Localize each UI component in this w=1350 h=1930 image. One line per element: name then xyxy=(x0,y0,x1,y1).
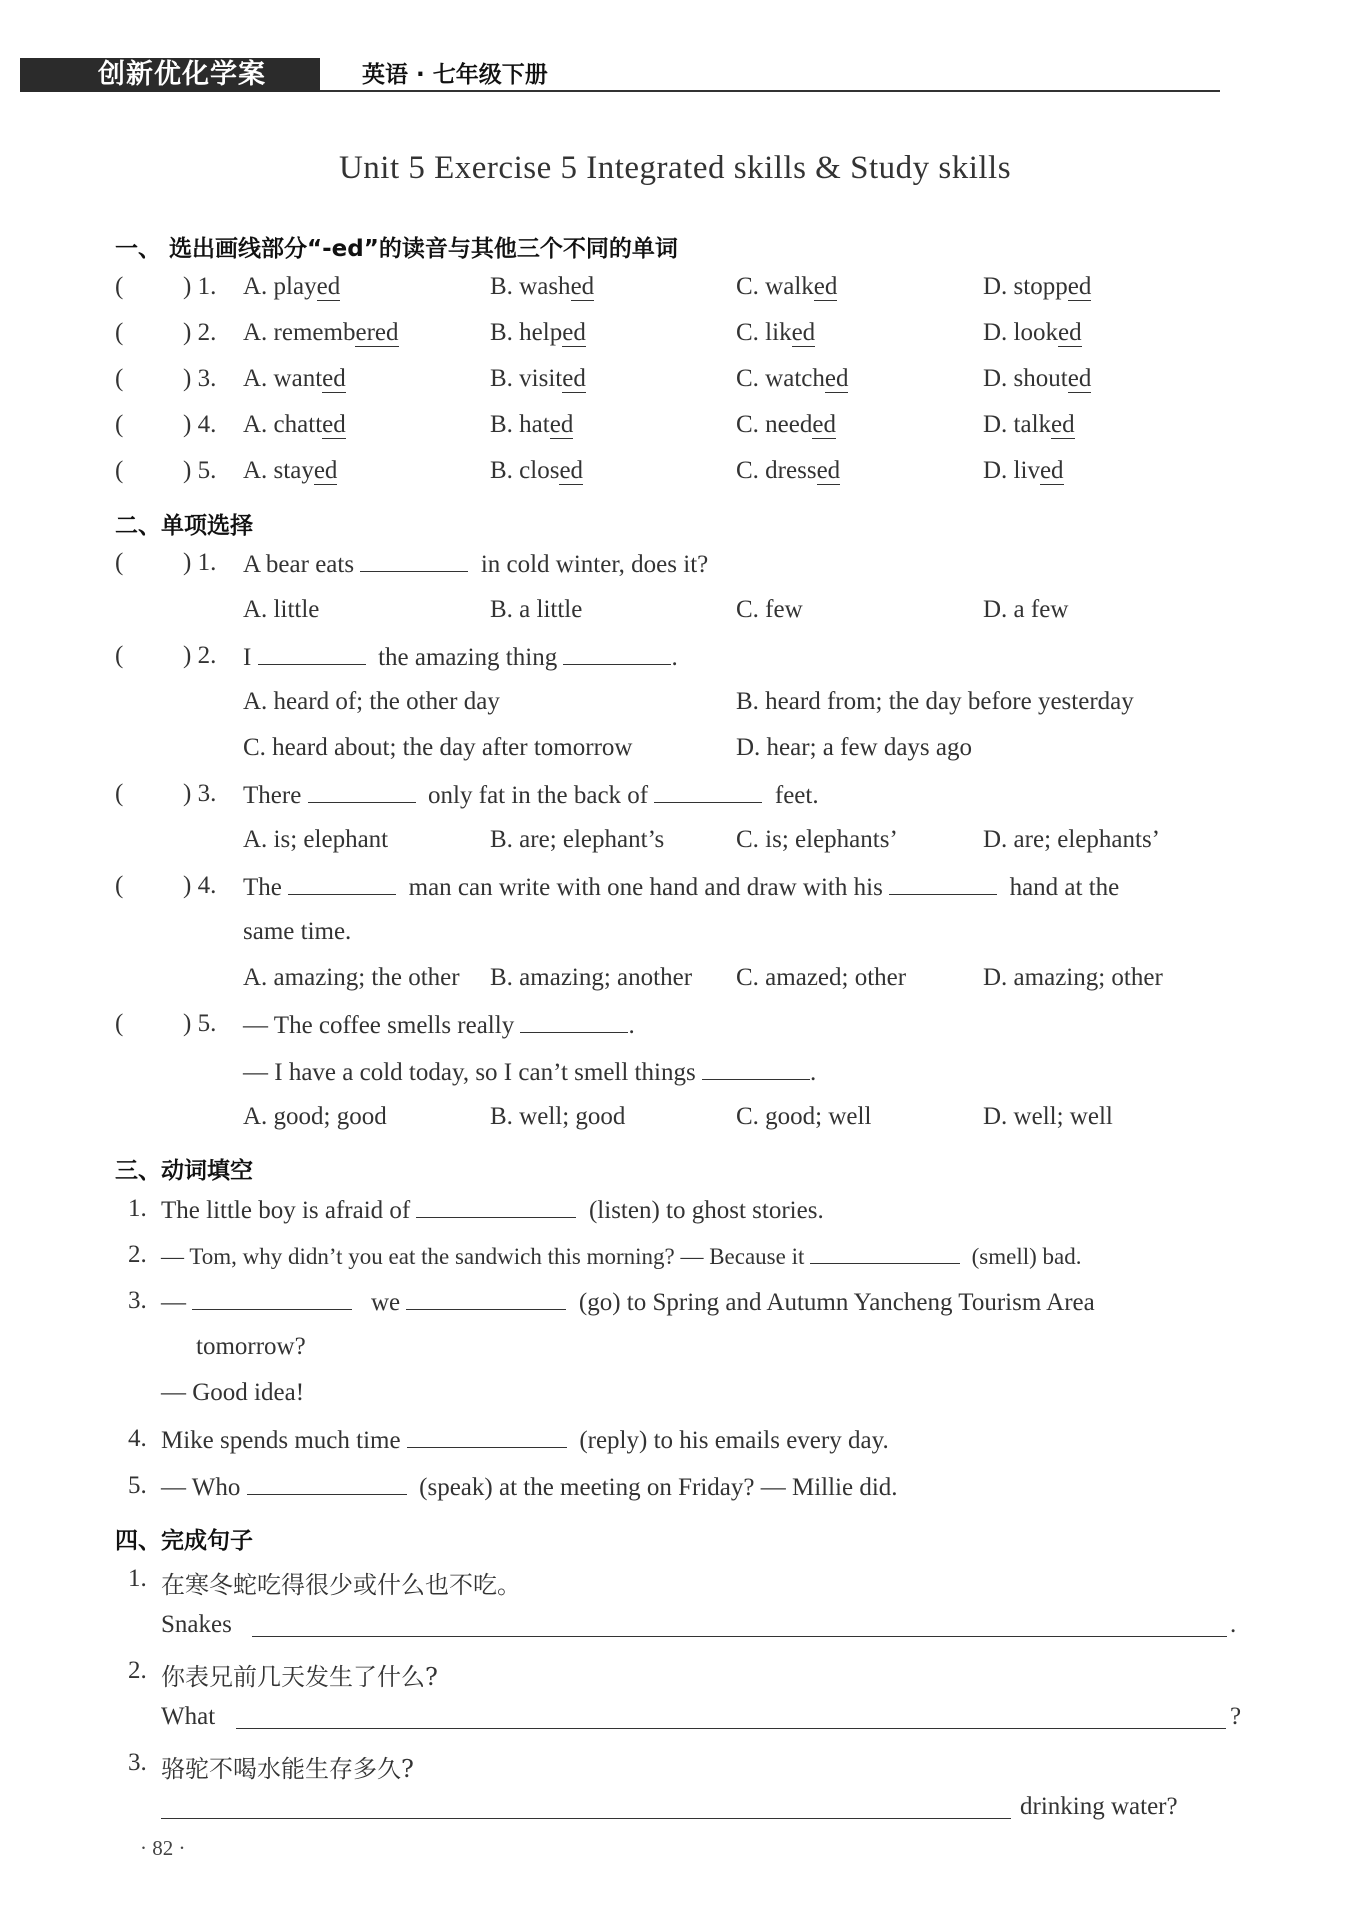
question-number: ) 4. xyxy=(183,411,217,438)
fill-sentence: Mike spends much time (reply) to his emails every day. xyxy=(161,1427,889,1454)
option-a[interactable]: A. remembered xyxy=(243,319,399,346)
fill-sentence: — we (go) to Spring and Autumn Yancheng Tourism Area xyxy=(161,1289,1095,1316)
option-d[interactable]: D. shouted xyxy=(983,365,1092,392)
option-d[interactable]: D. hear; a few days ago xyxy=(736,734,973,761)
item-number: 1. xyxy=(128,1195,147,1222)
option-a[interactable]: A. little xyxy=(243,596,320,623)
blank[interactable] xyxy=(308,780,416,803)
blank[interactable] xyxy=(563,642,671,665)
blank[interactable] xyxy=(520,1010,628,1033)
answer-paren[interactable]: ( xyxy=(115,1010,124,1037)
option-b[interactable]: B. helped xyxy=(490,319,586,346)
chinese-prompt: 骆驼不喝水能生存多久? xyxy=(161,1755,414,1783)
option-c[interactable]: C. dressed xyxy=(736,457,841,484)
option-d[interactable]: D. a few xyxy=(983,596,1069,623)
option-b[interactable]: B. closed xyxy=(490,457,584,484)
option-d[interactable]: D. are; elephants’ xyxy=(983,826,1161,853)
question-number: ) 1. xyxy=(183,273,217,300)
question-number: ) 3. xyxy=(183,780,217,807)
option-b[interactable]: B. are; elephant’s xyxy=(490,826,665,853)
option-a[interactable]: A. good; good xyxy=(243,1103,387,1130)
sentence-end: drinking water? xyxy=(1020,1793,1178,1820)
fill-sentence-cont: tomorrow? xyxy=(196,1333,306,1360)
answer-paren[interactable]: ( xyxy=(115,411,124,438)
option-d[interactable]: D. looked xyxy=(983,319,1082,346)
book-subtitle: 英语 · 七年级下册 xyxy=(362,62,548,88)
section-heading-3: 三、动词填空 xyxy=(115,1158,253,1184)
blank[interactable] xyxy=(258,642,366,665)
answer-paren[interactable]: ( xyxy=(115,642,124,669)
fill-sentence: — Who (speak) at the meeting on Friday? — Millie did. xyxy=(161,1474,898,1501)
question-number: ) 5. xyxy=(183,457,217,484)
question-number: ) 4. xyxy=(183,872,217,899)
option-b[interactable]: B. hated xyxy=(490,411,574,438)
question-text-cont: — I have a cold today, so I can’t smell things . xyxy=(243,1059,817,1086)
page-number: · 82 · xyxy=(140,1836,186,1860)
question-text: There only fat in the back of feet. xyxy=(243,782,819,809)
blank[interactable] xyxy=(407,1425,567,1448)
section-heading-2: 二、单项选择 xyxy=(115,513,253,539)
question-number: ) 2. xyxy=(183,642,217,669)
option-a[interactable]: A. wanted xyxy=(243,365,346,392)
question-number: ) 5. xyxy=(183,1010,217,1037)
question-text: A bear eats in cold winter, does it? xyxy=(243,551,709,578)
brand-banner: 创新优化学案 xyxy=(20,58,320,92)
page-title: Unit 5 Exercise 5 Integrated skills & Study skills xyxy=(338,150,1012,186)
option-d[interactable]: D. amazing; other xyxy=(983,964,1163,991)
answer-line[interactable] xyxy=(161,1796,1011,1819)
option-d[interactable]: D. talked xyxy=(983,411,1075,438)
option-c[interactable]: C. heard about; the day after tomorrow xyxy=(243,734,633,761)
blank[interactable] xyxy=(247,1472,407,1495)
fill-sentence-cont: — Good idea! xyxy=(161,1379,305,1406)
answer-paren[interactable]: ( xyxy=(115,273,124,300)
answer-paren[interactable]: ( xyxy=(115,457,124,484)
sentence-end: . xyxy=(1230,1611,1237,1638)
header-rule xyxy=(320,90,1220,92)
question-text-cont: same time. xyxy=(243,918,352,945)
option-d[interactable]: D. well; well xyxy=(983,1103,1113,1130)
blank[interactable] xyxy=(406,1287,566,1310)
option-d[interactable]: D. lived xyxy=(983,457,1064,484)
question-text: — The coffee smells really . xyxy=(243,1012,635,1039)
option-a[interactable]: A. chatted xyxy=(243,411,346,438)
blank[interactable] xyxy=(416,1195,576,1218)
question-number: ) 2. xyxy=(183,319,217,346)
item-number: 1. xyxy=(128,1565,147,1592)
section-heading-1: 一、 选出画线部分“-ed”的读音与其他三个不同的单词 xyxy=(115,236,678,262)
answer-paren[interactable]: ( xyxy=(115,872,124,899)
option-b[interactable]: B. heard from; the day before yesterday xyxy=(736,688,1134,715)
sentence-end: ? xyxy=(1230,1703,1242,1730)
option-c[interactable]: C. watched xyxy=(736,365,849,392)
answer-paren[interactable]: ( xyxy=(115,549,124,576)
option-b[interactable]: B. washed xyxy=(490,273,595,300)
fill-sentence: The little boy is afraid of (listen) to ghost stories. xyxy=(161,1197,824,1224)
answer-paren[interactable]: ( xyxy=(115,319,124,346)
answer-line[interactable] xyxy=(252,1614,1227,1637)
item-number: 2. xyxy=(128,1657,147,1684)
option-c[interactable]: C. liked xyxy=(736,319,816,346)
option-c[interactable]: C. needed xyxy=(736,411,836,438)
question-number: ) 1. xyxy=(183,549,217,576)
fill-sentence: — Tom, why didn’t you eat the sandwich this morning? — Because it (smell) bad. xyxy=(161,1241,1081,1270)
question-text: The man can write with one hand and draw with his hand at the xyxy=(243,874,1120,901)
option-b[interactable]: B. amazing; another xyxy=(490,964,693,991)
section-heading-4: 四、完成句子 xyxy=(115,1528,253,1554)
option-c[interactable]: C. walked xyxy=(736,273,838,300)
blank[interactable] xyxy=(702,1057,810,1080)
chinese-prompt: 在寒冬蛇吃得很少或什么也不吃。 xyxy=(161,1571,521,1599)
sentence-start: What xyxy=(161,1703,216,1730)
question-text: I the amazing thing . xyxy=(243,644,678,671)
question-number: ) 3. xyxy=(183,365,217,392)
item-number: 3. xyxy=(128,1749,147,1776)
answer-line[interactable] xyxy=(236,1706,1226,1729)
option-c[interactable]: C. amazed; other xyxy=(736,964,907,991)
option-a[interactable]: A. stayed xyxy=(243,457,338,484)
blank[interactable] xyxy=(192,1287,352,1310)
option-c[interactable]: C. few xyxy=(736,596,803,623)
blank[interactable] xyxy=(889,872,997,895)
blank[interactable] xyxy=(654,780,762,803)
option-c[interactable]: C. is; elephants’ xyxy=(736,826,898,853)
blank[interactable] xyxy=(810,1241,960,1264)
answer-paren[interactable]: ( xyxy=(115,365,124,392)
option-a[interactable]: A. heard of; the other day xyxy=(243,688,500,715)
option-a[interactable]: A. played xyxy=(243,273,341,300)
item-number: 4. xyxy=(128,1425,147,1452)
item-number: 2. xyxy=(128,1241,147,1268)
answer-paren[interactable]: ( xyxy=(115,780,124,807)
item-number: 5. xyxy=(128,1472,147,1499)
item-number: 3. xyxy=(128,1287,147,1314)
option-b[interactable]: B. a little xyxy=(490,596,583,623)
blank[interactable] xyxy=(288,872,396,895)
blank[interactable] xyxy=(360,549,468,572)
option-a[interactable]: A. is; elephant xyxy=(243,826,389,853)
option-a[interactable]: A. amazing; the other xyxy=(243,964,460,991)
option-b[interactable]: B. visited xyxy=(490,365,586,392)
sentence-start: Snakes xyxy=(161,1611,232,1638)
option-d[interactable]: D. stopped xyxy=(983,273,1092,300)
option-c[interactable]: C. good; well xyxy=(736,1103,872,1130)
chinese-prompt: 你表兄前几天发生了什么? xyxy=(161,1663,438,1691)
option-b[interactable]: B. well; good xyxy=(490,1103,626,1130)
